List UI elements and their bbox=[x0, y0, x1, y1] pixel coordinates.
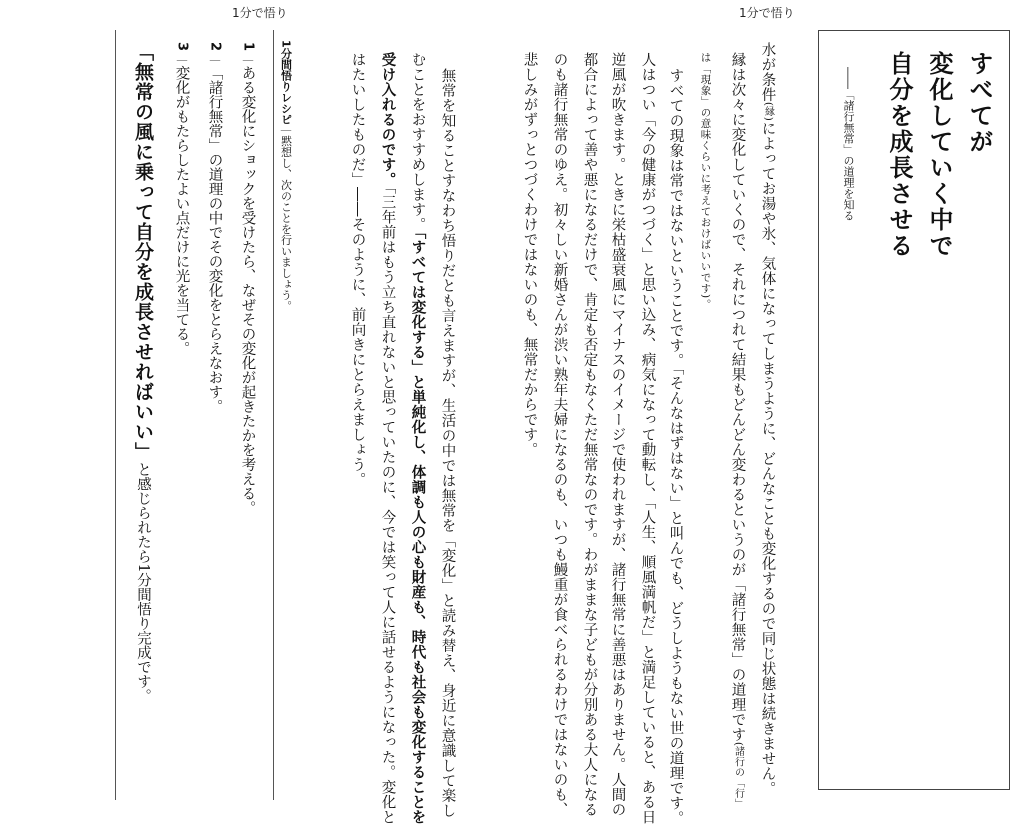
body-col-1: 水が条件(縁)によってお湯や氷、気体になってしまうように、どんなことも変化するので同じ状態は続きません。 bbox=[759, 42, 776, 797]
body-col-8: のも諸行無常のゆえ。初々しい新婚さんが渋い熟年夫婦になるのも、いつも鰻重が食べられるわけではないのも、 bbox=[551, 52, 568, 817]
subtitle: ――「諸行無常」の道理を知る bbox=[842, 67, 855, 221]
recipe-heading-line: 1分間悟りレシピ｜黙想し、次のことを行いましょう。 bbox=[279, 40, 293, 312]
title-line-2: 変化していく中で bbox=[925, 51, 954, 259]
recipe-item-1: 1｜ある変化にショックを受けたら、なぜその変化が起きたかを考える。 bbox=[239, 42, 256, 516]
body-col-12: 受け入れるのです。「三年前はもう立ち直れないと思っていたのに、今では笑って人に話せるようになった。変化と bbox=[379, 52, 396, 825]
body-col-6: 逆風が吹きます。ときに栄枯盛衰風にマイナスのイメージで使われますが、諸行無常に善悪はありません。人間の bbox=[609, 52, 626, 817]
body-col-13: はたいしたものだ」――そのように、前向きにとらえましょう。 bbox=[349, 52, 366, 487]
page-header-left: 1分で悟り bbox=[232, 6, 288, 20]
body-col-11: むことをおすすめします。「すべては変化する」と単純化し、体調も人の心も財産も、時代も社会も変化することを bbox=[409, 52, 426, 825]
divider-left bbox=[115, 30, 116, 800]
page-header-right: 1分で悟り bbox=[739, 6, 795, 20]
body-col-5: 人はつい「今の健康がつづく」と思い込み、病気になって動転し、「人生、順風満帆だ」と満足していると、ある日 bbox=[639, 52, 656, 825]
body-col-10: 無常を知ることすなわち悟りだとも言えますが、生活の中では無常を「変化」と読み替え、身近に意識して楽し bbox=[439, 68, 456, 818]
body-col-9: 悲しみがずっとつづくわけではないのも、無常だからです。 bbox=[521, 52, 538, 457]
title-box bbox=[818, 30, 1010, 790]
title-line-1: すべてが bbox=[965, 51, 994, 155]
recipe-item-3: 3｜変化がもたらしたよい点だけに光を当てる。 bbox=[173, 42, 190, 356]
body-col-7: 都合によって善や悪になるだけで、肯定も否定もなくただ無常なのです。わがままな子どもが分別ある大人になる bbox=[581, 52, 598, 817]
recipe-conclusion: 「無常の風に乗って自分を成長させればいい」と感じられたら1分間悟り完成です。 bbox=[132, 42, 154, 704]
title-line-3: 自分を成長させる bbox=[885, 51, 914, 259]
body-col-3: は「現象」の意味くらいに考えておけばいいです)。 bbox=[699, 52, 712, 310]
body-col-2: 縁は次々に変化していくので、それにつれて結果もどんどん変わるというのが「諸行無常」の道理です(諸行の「行」 bbox=[729, 52, 746, 810]
divider-recipe bbox=[273, 30, 274, 800]
recipe-item-2: 2｜「諸行無常」の道理の中でその変化をとらえなおす。 bbox=[206, 42, 223, 414]
body-col-4: すべての現象は常ではないということです。「そんなはずはない」と叫んでも、どうしようもない世の道理です。 bbox=[667, 68, 684, 826]
